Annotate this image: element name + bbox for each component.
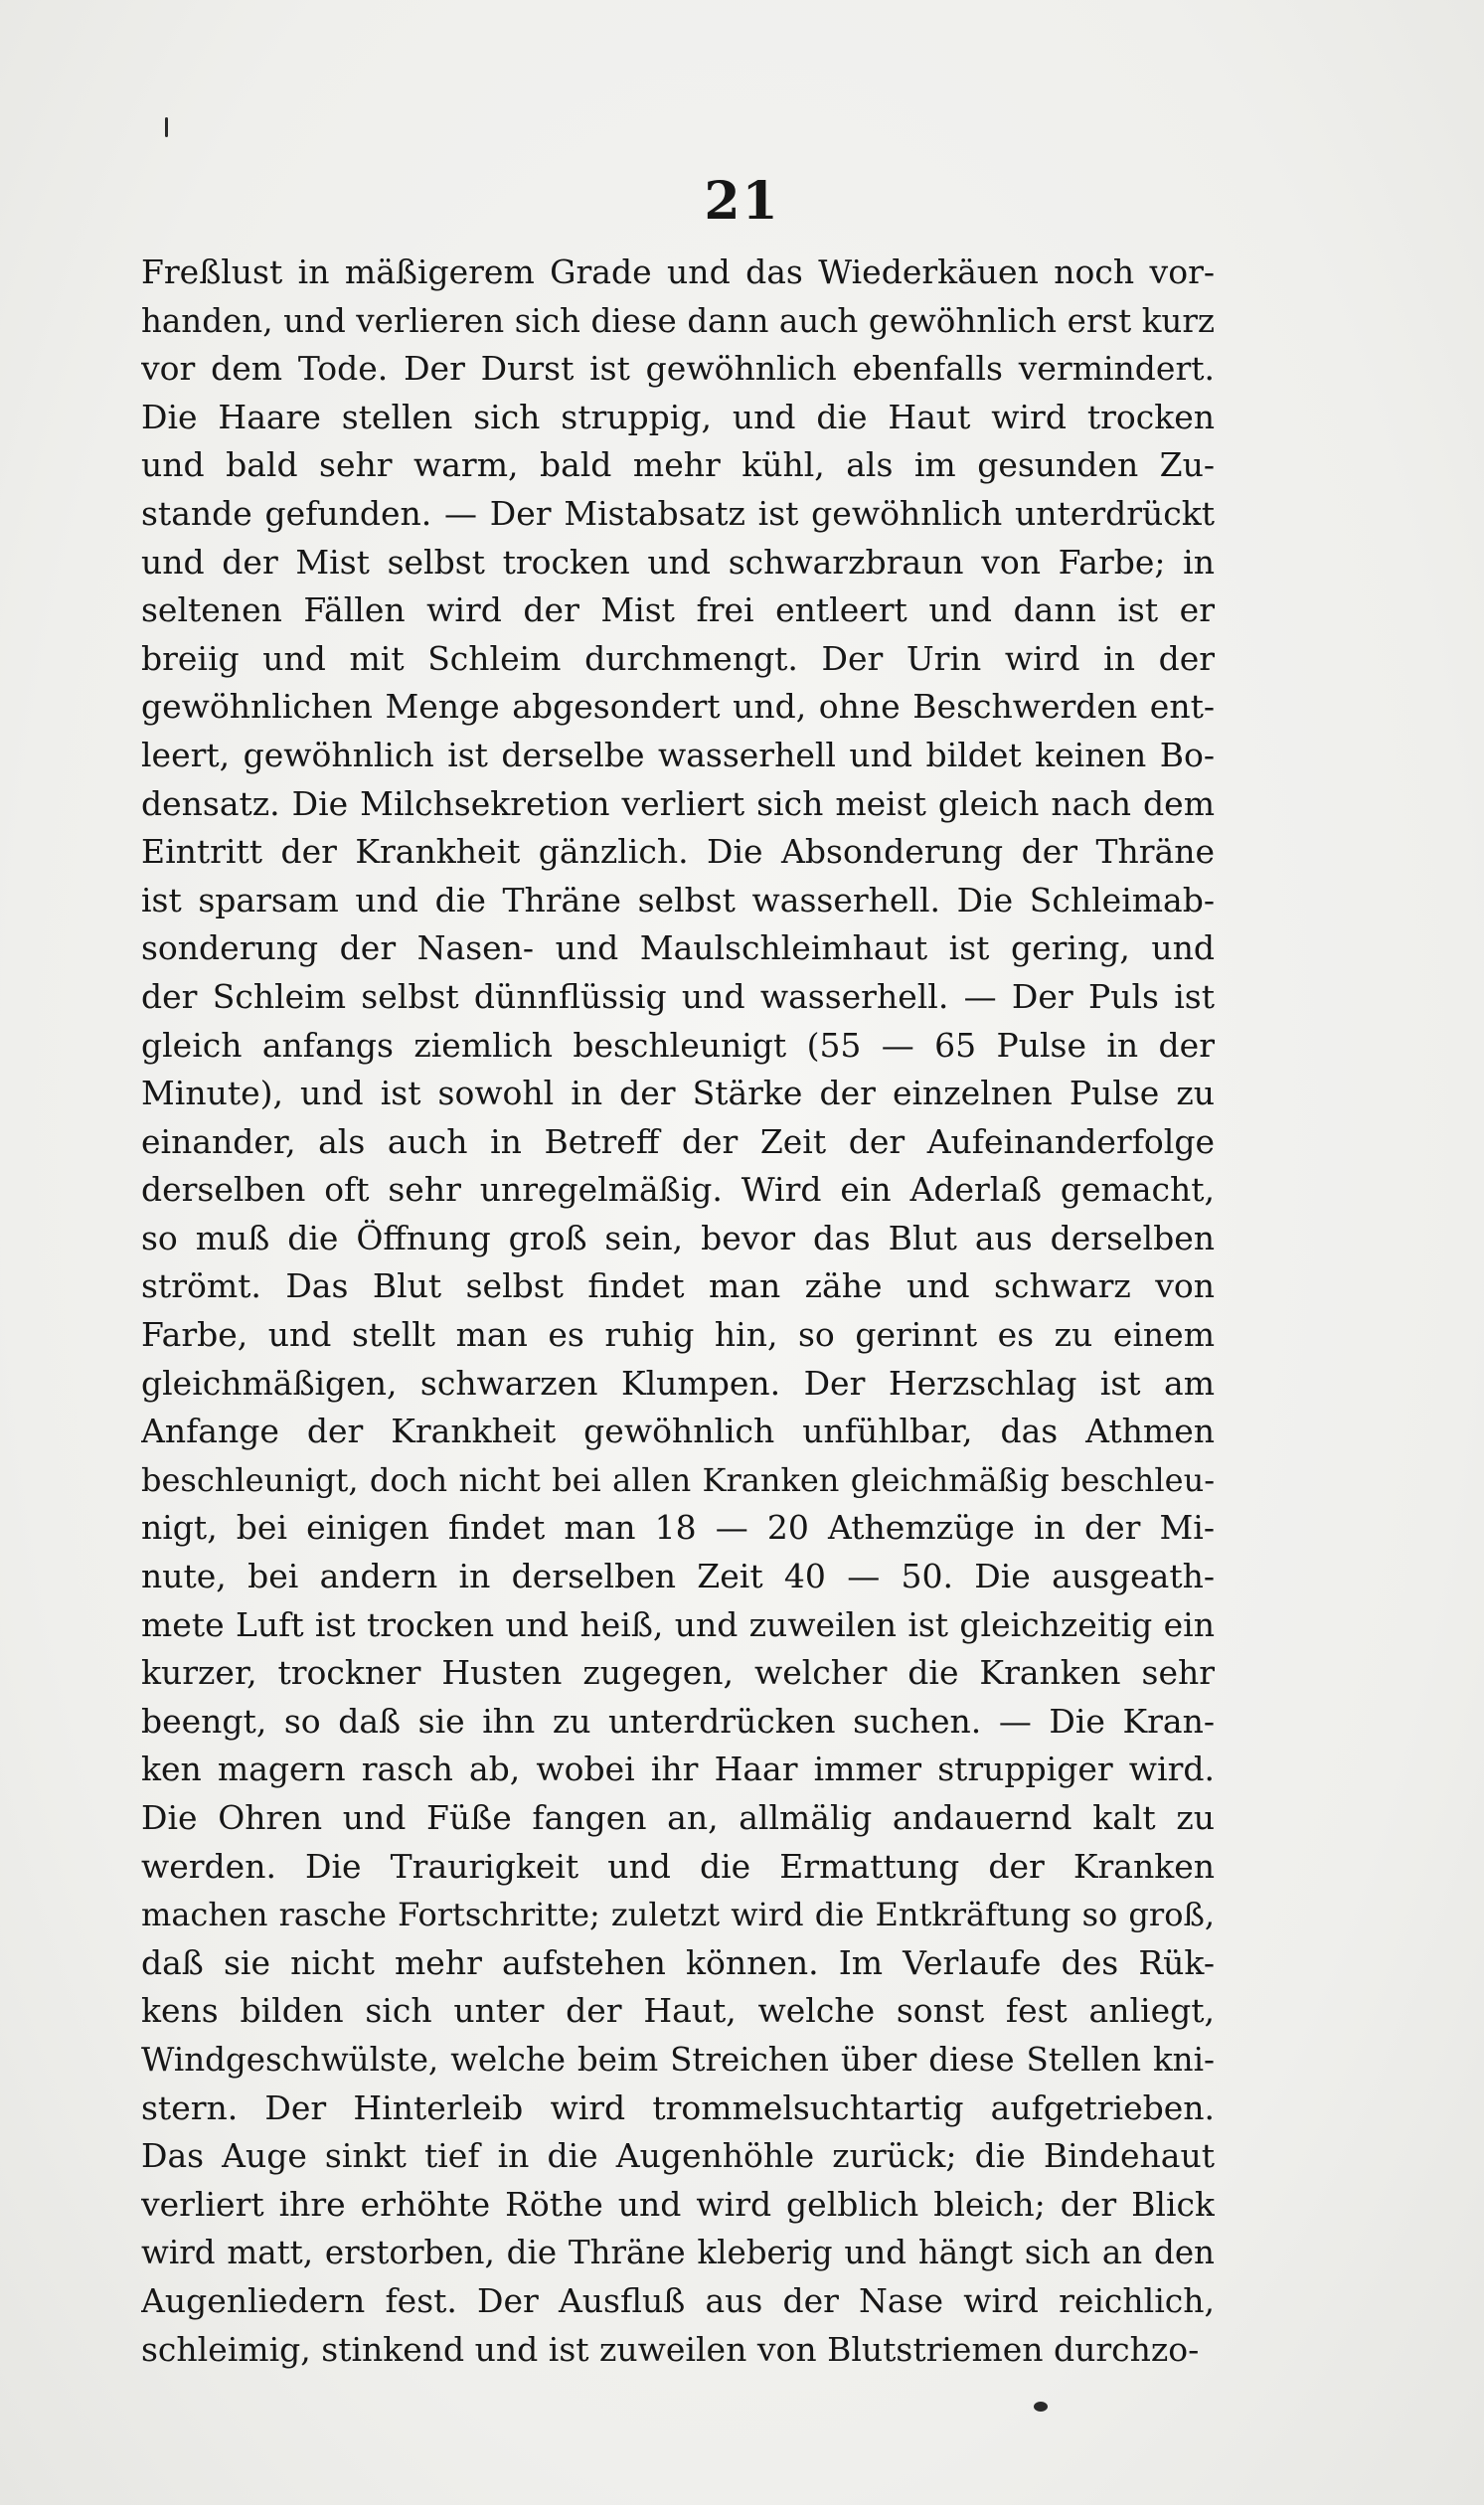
text-line: und der Mist selbst trocken und schwarzbraun von Farbe; in <box>141 542 1215 582</box>
text-line: Die Haare stellen sich struppig, und die Haut wird trocken <box>141 397 1215 436</box>
text-line: so muß die Öffnung groß sein, bevor das Blut aus derselben <box>141 1218 1215 1257</box>
text-line: und bald sehr warm, bald mehr kühl, als im gesunden Zu- <box>141 445 1215 485</box>
text-line: Anfange der Krankheit gewöhnlich unfühlbar, das Athmen <box>141 1412 1215 1451</box>
text-line: gleichmäßigen, schwarzen Klumpen. Der Herzschlag ist am <box>141 1363 1215 1403</box>
text-line: leert, gewöhnlich ist derselbe wasserhell und bildet keinen Bo- <box>141 735 1215 774</box>
text-line: nute, bei andern in derselben Zeit 40 — 50. Die ausgeath- <box>141 1557 1215 1596</box>
text-line: stande gefunden. — Der Mistabsatz ist gewöhnlich unterdrückt <box>141 493 1215 533</box>
text-line: Freßlust in mäßigerem Grade und das Wiederkäuen noch vor- <box>141 252 1215 291</box>
text-line: Die Ohren und Füße fangen an, allmälig andauernd kalt zu <box>141 1798 1215 1837</box>
text-line: strömt. Das Blut selbst findet man zähe und schwarz von <box>141 1266 1215 1306</box>
text-line: verliert ihre erhöhte Röthe und wird gelblich bleich; der Blick <box>141 2184 1215 2224</box>
ink-speck <box>1034 2402 1048 2412</box>
page-number: 21 <box>704 171 780 232</box>
text-line: seltenen Fällen wird der Mist frei entleert und dann ist er <box>141 590 1215 630</box>
text-line: kens bilden sich unter der Haut, welche sonst fest anliegt, <box>141 1991 1215 2031</box>
text-line: gewöhnlichen Menge abgesondert und, ohne Beschwerden ent- <box>141 687 1215 727</box>
text-line: kurzer, trockner Husten zugegen, welcher die Kranken sehr <box>141 1653 1215 1693</box>
text-line: beengt, so daß sie ihn zu unterdrücken suchen. — Die Kran- <box>141 1701 1215 1741</box>
text-line: beschleunigt, doch nicht bei allen Kranken gleichmäßig beschleu- <box>141 1460 1215 1499</box>
text-line: schleimig, stinkend und ist zuweilen von Blutstriemen durchzo- <box>141 2329 1200 2369</box>
text-line: einander, als auch in Betreff der Zeit der Aufeinanderfolge <box>141 1121 1215 1161</box>
text-line: wird matt, erstorben, die Thräne kleberig und hängt sich an den <box>141 2234 1215 2272</box>
text-line: vor dem Tode. Der Durst ist gewöhnlich ebenfalls vermindert. <box>141 349 1215 389</box>
body-text <box>141 249 1215 2374</box>
text-line: Windgeschwülste, welche beim Streichen über diese Stellen kni- <box>141 2040 1215 2079</box>
text-line: stern. Der Hinterleib wird trommelsuchtartig aufgetrieben. <box>141 2088 1215 2127</box>
text-line: derselben oft sehr unregelmäßig. Wird ein Aderlaß gemacht, <box>141 1170 1215 1210</box>
text-line: der Schleim selbst dünnflüssig und wasserhell. — Der Puls ist <box>141 976 1215 1016</box>
text-line: breiig und mit Schleim durchmengt. Der Urin wird in der <box>141 638 1215 678</box>
text-line: Minute), und ist sowohl in der Stärke der einzelnen Pulse zu <box>141 1074 1215 1113</box>
text-line: werden. Die Traurigkeit und die Ermattung der Kranken <box>141 1846 1215 1886</box>
text-line: handen, und verlieren sich diese dann auch gewöhnlich erst kurz <box>141 301 1215 340</box>
text-line: ist sparsam und die Thräne selbst wasserhell. Die Schleimab- <box>141 880 1215 919</box>
text-line: densatz. Die Milchsekretion verliert sich meist gleich nach dem <box>141 783 1215 823</box>
text-line: Eintritt der Krankheit gänzlich. Die Absonderung der Thräne <box>141 832 1215 872</box>
ink-speck <box>165 117 168 137</box>
text-line: ken magern rasch ab, wobei ihr Haar immer struppiger wird. <box>141 1750 1215 1789</box>
text-line: machen rasche Fortschritte; zuletzt wird die Entkräftung so groß, <box>141 1896 1215 1934</box>
text-line: Das Auge sinkt tief in die Augenhöhle zurück; die Bindehaut <box>141 2136 1215 2176</box>
text-line: sonderung der Nasen- und Maulschleimhaut ist gering, und <box>141 928 1215 968</box>
text-line: nigt, bei einigen findet man 18 — 20 Athemzüge in der Mi- <box>141 1508 1215 1548</box>
text-line: Farbe, und stellt man es ruhig hin, so gerinnt es zu einem <box>141 1315 1215 1355</box>
text-line: Augenliedern fest. Der Ausfluß aus der Nase wird reichlich, <box>141 2280 1215 2320</box>
text-line: gleich anfangs ziemlich beschleunigt (55 — 65 Pulse in der <box>141 1025 1215 1065</box>
text-line: daß sie nicht mehr aufstehen können. Im Verlaufe des Rük- <box>141 1942 1215 1982</box>
text-line: mete Luft ist trocken und heiß, und zuweilen ist gleichzeitig ein <box>141 1604 1215 1644</box>
